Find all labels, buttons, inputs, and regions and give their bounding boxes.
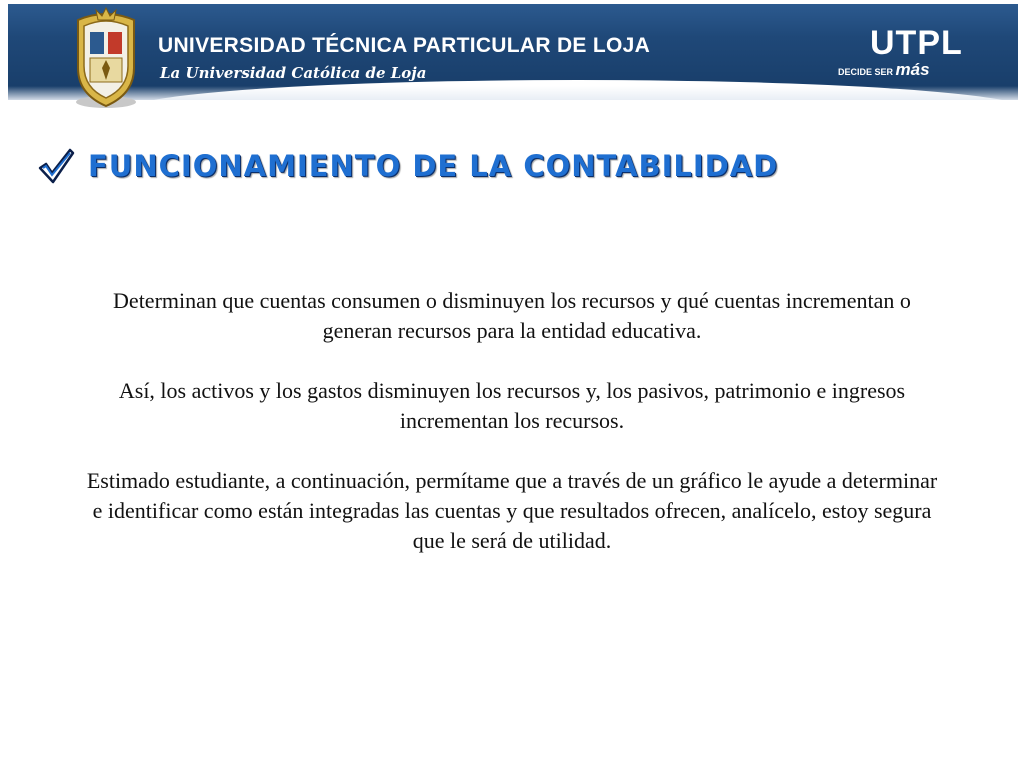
paragraph-3: Estimado estudiante, a continuación, permítame que a través de un gráfico le ayude a determinar e identificar como están integradas las cuentas y que resultados ofrecen, analícelo, estoy segura que le será de utilidad. [86,468,938,553]
paragraph-1: Determinan que cuentas consumen o disminuyen los recursos y qué cuentas incrementan o generan recursos para la entidad educativa. [113,288,911,343]
utpl-logo: UTPL [870,24,963,62]
page-title: FUNCIONAMIENTO DE LA CONTABILIDAD [88,149,779,183]
slogan-emphasis: más [895,60,930,79]
university-crest-icon [70,6,142,110]
checkmark-icon [36,146,76,186]
title-row [36,146,778,186]
university-tagline: La Universidad Católica de Loja [160,64,427,82]
paragraph-2: Así, los activos y los gastos disminuyen los recursos y, los pasivos, patrimonio e ingresos incrementan los recursos. [118,378,906,433]
university-name: UNIVERSIDAD TÉCNICA PARTICULAR DE LOJA [158,34,651,57]
utpl-slogan [838,60,930,80]
banner-swoosh [128,80,1018,100]
slide-body [80,286,944,586]
slogan-prefix: DECIDE SER [838,67,894,77]
header-banner [8,4,1018,100]
